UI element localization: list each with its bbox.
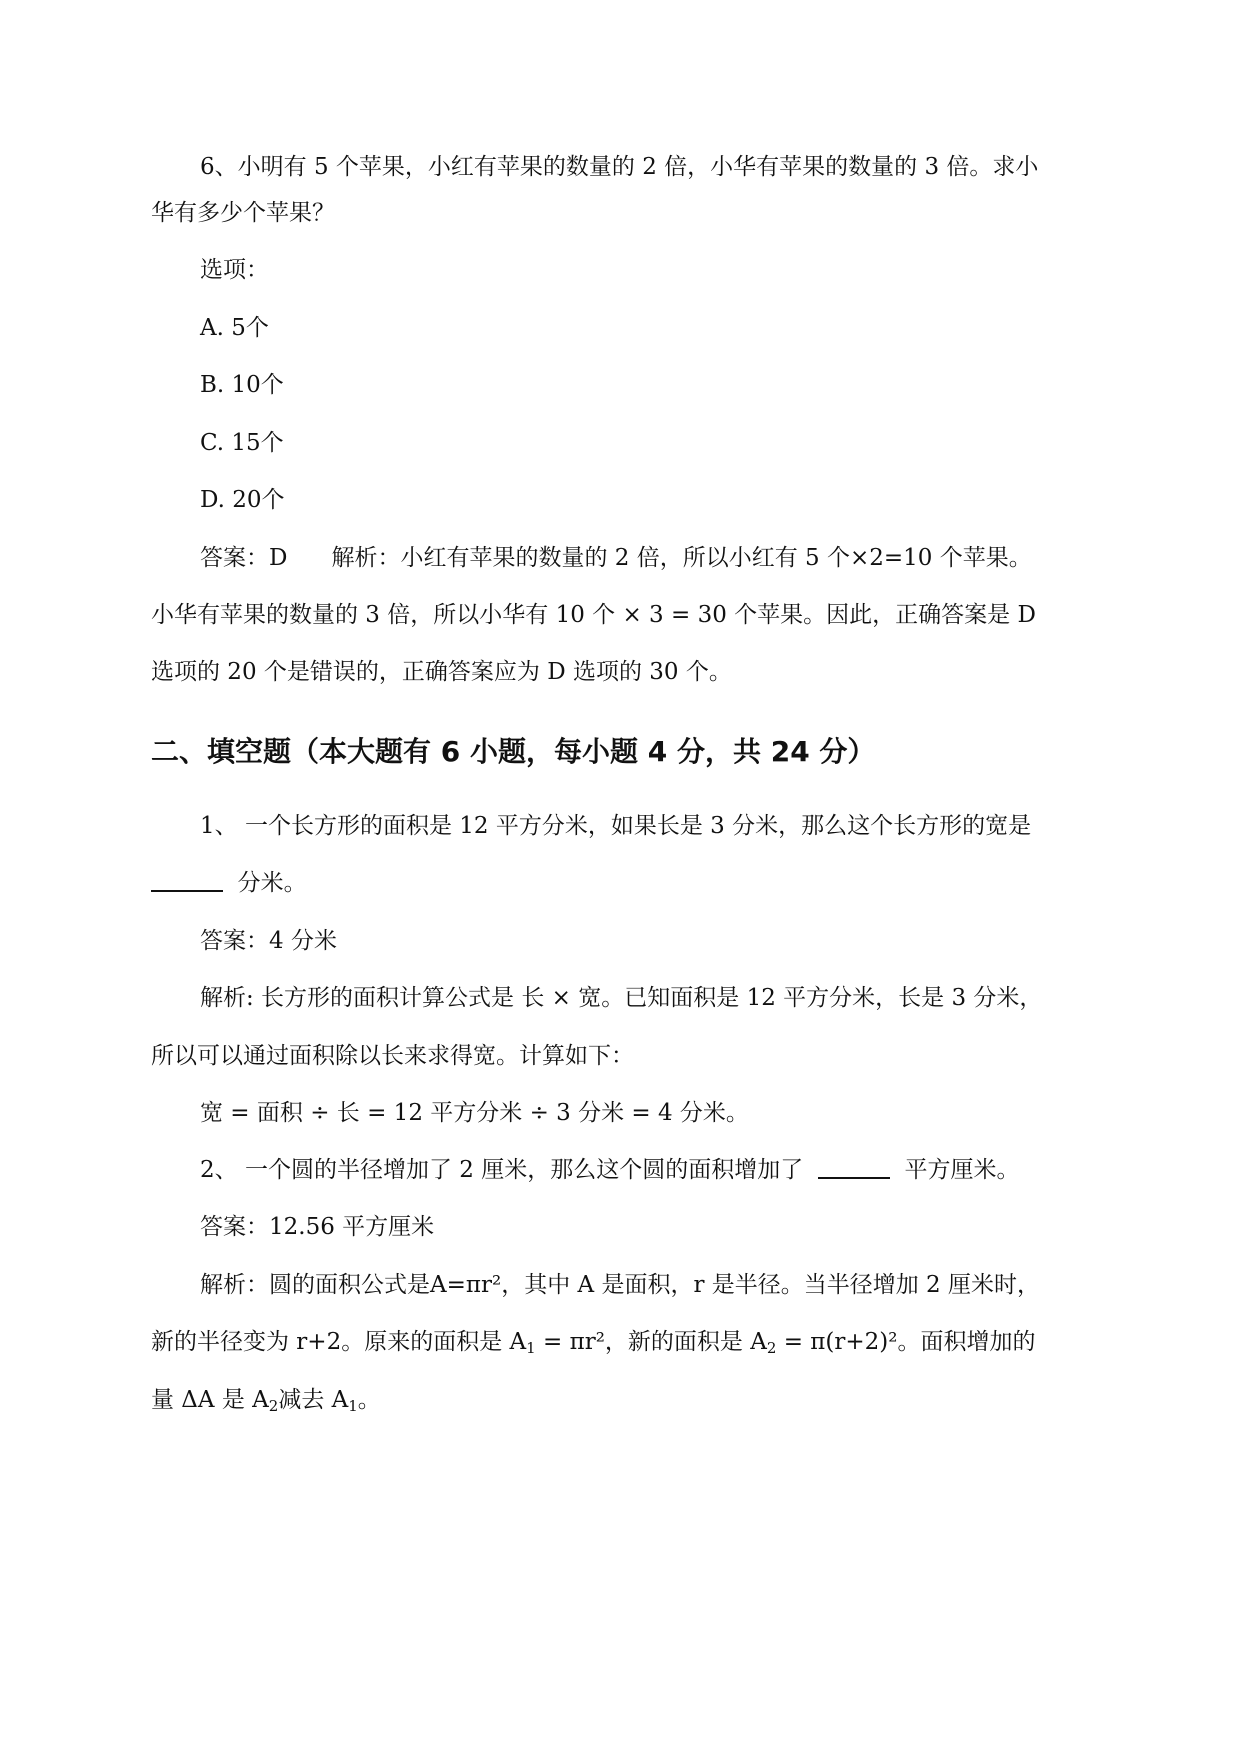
q6-option-d: D. 20个 <box>200 487 285 513</box>
subscript-2b: 2 <box>268 1397 279 1415</box>
fill2-question-text: 2、 一个圆的半径增加了 2 厘米，那么这个圆的面积增加了 <box>200 1157 804 1183</box>
fill1-answer-blank <box>151 872 223 892</box>
q6-answer: 答案：D <box>200 545 288 571</box>
q6-options-label: 选项： <box>200 257 269 283</box>
fill1-question-line-1: 1、 一个长方形的面积是 12 平方分米，如果长是 3 分米，那么这个长方形的宽是 <box>200 813 1032 839</box>
q6-option-a: A. 5个 <box>200 315 269 341</box>
fill2-answer: 答案：12.56 平方厘米 <box>200 1214 435 1240</box>
fill1-unit: 分米。 <box>237 870 307 896</box>
subscript-1: 1 <box>526 1339 536 1357</box>
fill2-analysis-3-part-1: 量 ΔA 是 A <box>151 1387 269 1413</box>
fill2-analysis-2-part-3: = π(r+2)²。面积增加的 <box>776 1329 1036 1355</box>
fill2-question-line <box>200 1155 1019 1185</box>
fill2-analysis-2 <box>151 1327 1035 1363</box>
section-heading: 二、填空题（本大题有 6 小题，每小题 4 分，共 24 分） <box>151 735 876 768</box>
q6-question-line-2: 华有多少个苹果？ <box>151 200 335 226</box>
fill1-question-line-2 <box>151 868 307 898</box>
q6-option-c: C. 15个 <box>200 430 284 456</box>
fill1-analysis-1: 解析: 长方形的面积计算公式是 长 × 宽。已知面积是 12 平方分米，长是 3 分米， <box>200 985 1043 1011</box>
fill1-answer: 答案：4 分米 <box>200 928 337 954</box>
fill2-analysis-2-part-1: 新的半径变为 r+2。原来的面积是 A <box>151 1329 527 1355</box>
fill1-analysis-2: 所以可以通过面积除以长来求得宽。计算如下： <box>151 1043 634 1069</box>
fill2-analysis-2-part-2: = πr²，新的面积是 A <box>535 1329 767 1355</box>
q6-analysis-1: 解析：小红有苹果的数量的 2 倍，所以小红有 5 个×2=10 个苹果。 <box>331 545 1032 571</box>
fill2-answer-blank <box>818 1159 890 1179</box>
fill1-analysis-3: 宽 = 面积 ÷ 长 = 12 平方分米 ÷ 3 分米 = 4 分米。 <box>200 1100 749 1126</box>
fill2-unit: 平方厘米。 <box>904 1157 1020 1183</box>
q6-option-b: B. 10个 <box>200 372 284 398</box>
subscript-2: 2 <box>766 1339 777 1357</box>
q6-analysis-2: 小华有苹果的数量的 3 倍，所以小华有 10 个 × 3 = 30 个苹果。因此，正确答案是 D <box>151 602 1036 628</box>
fill2-analysis-3-part-3: 。 <box>357 1387 381 1413</box>
fill2-analysis-3-part-2: 减去 A <box>278 1387 349 1413</box>
subscript-1b: 1 <box>348 1397 358 1415</box>
fill2-analysis-3 <box>151 1385 381 1421</box>
q6-analysis-3: 选项的 20 个是错误的，正确答案应为 D 选项的 30 个。 <box>151 659 732 685</box>
q6-answer-line <box>200 543 1032 573</box>
q6-question-line-1: 6、小明有 5 个苹果，小红有苹果的数量的 2 倍，小华有苹果的数量的 3 倍。求小 <box>200 154 1039 180</box>
fill2-analysis-1: 解析：圆的面积公式是A=πr²，其中 A 是面积，r 是半径。当半径增加 2 厘米时， <box>200 1272 1041 1298</box>
